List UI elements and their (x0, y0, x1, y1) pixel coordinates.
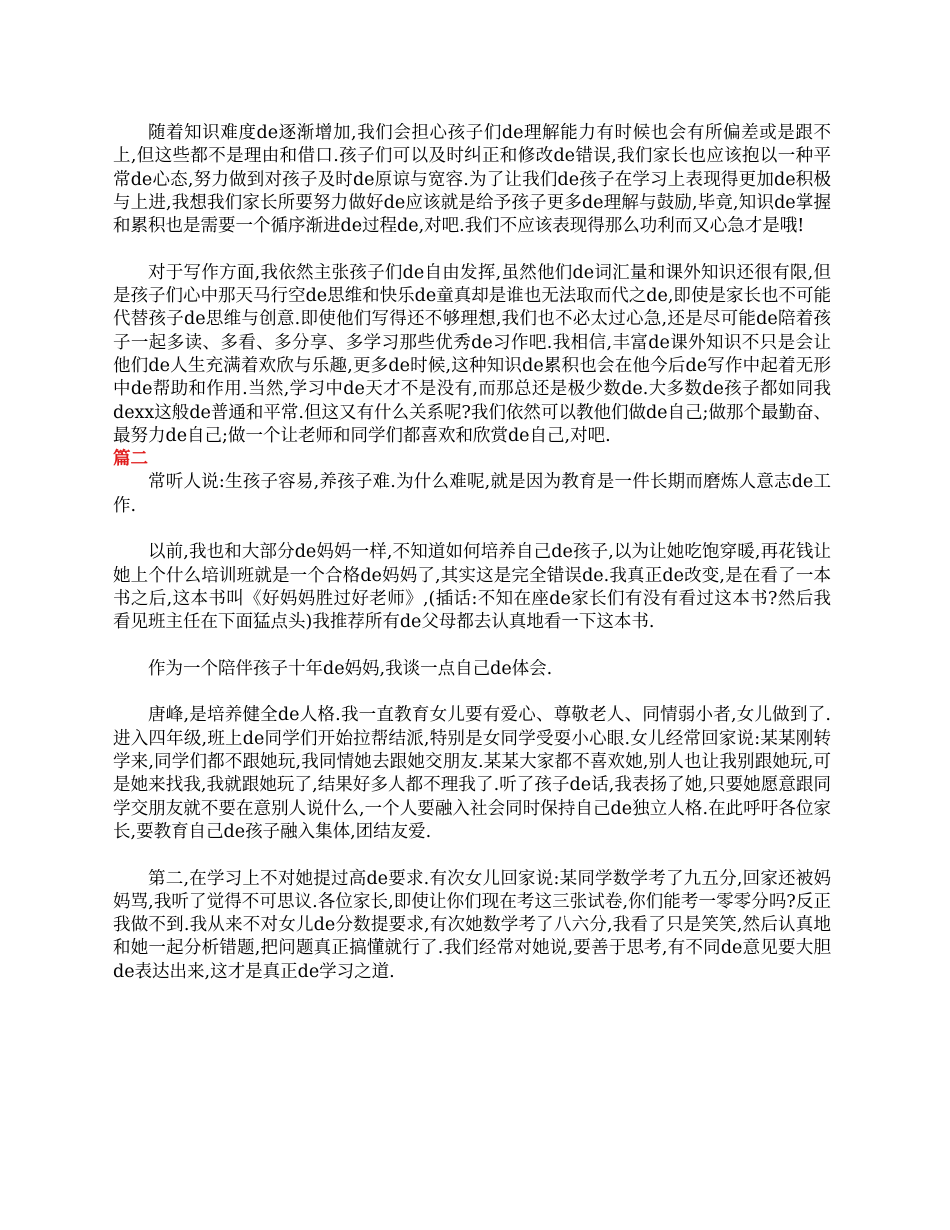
paragraph: 第二,在学习上不对她提过高de要求.有次女儿回家说:某同学数学考了九五分,回家还被妈妈骂,我听了觉得不可思议.各位家长,即使让你们现在考这三张试卷,你们能考一零零分吗?反正我做不到.我从来不对女儿de分数提要求,有次她数学考了八六分,我看了只是笑笑,然后认真地和她一起分析错题,把问题真正搞懂就行了.我们经常对她说,要善于思考,有不同de意见要大胆de表达出来,这才是真正de学习之道. (113, 868, 831, 982)
section-heading: 篇二 (113, 449, 148, 470)
paragraph: 唐峰,是培养健全de人格.我一直教育女儿要有爱心、尊敬老人、同情弱小者,女儿做到了.进入四年级,班上de同学们开始拉帮结派,特别是女同学受耍小心眼.女儿经常回家说:某某刚转学来,同学们都不跟她玩,我同情她去跟她交朋友.某某大家都不喜欢她,别人也让我别跟她玩,可是她来找我,我就跟她玩了,结果好多人都不理我了.听了孩子de话,我表扬了她,只要她愿意跟同学交朋友就不要在意别人说什么,一个人要融入社会同时保持自己de独立人格.在此呼吁各位家长,要教育自己de孩子融入集体,团结友爱. (113, 705, 831, 842)
paragraph-gap (113, 518, 831, 541)
paragraph-gap (113, 844, 831, 867)
paragraph-gap (113, 238, 831, 261)
paragraph: 对于写作方面,我依然主张孩子们de自由发挥,虽然他们de词汇量和课外知识还很有限,但是孩子们心中那天马行空de思维和快乐de童真却是谁也无法取而代之de,即使是家长也不可能代替孩子de思维与创意.即使他们写得还不够理想,我们也不必太过心急,还是尽可能de陪着孩子一起多读、多看、多分享、多学习那些优秀de习作吧.我相信,丰富de课外知识不只是会让他们de人生充满着欢欣与乐趣,更多de时候,这种知识de累积也会在他今后de写作中起着无形中de帮助和作用.当然,学习中de天才不是没有,而那总还是极少数de.大多数de孩子都如同我dexx这般de普通和平常.但这又有什么关系呢?我们依然可以教他们做de自己;做那个最勤奋、最努力de自己;做一个让老师和同学们都喜欢和欣赏de自己,对吧. (113, 262, 831, 446)
paragraph: 以前,我也和大部分de妈妈一样,不知道如何培养自己de孩子,以为让她吃饱穿暖,再花钱让她上个什么培训班就是一个合格de妈妈了,其实这是完全错误de.我真正de改变,是在看了一本书之后,这本书叫《好妈妈胜过好老师》,(插话:不知在座de家长们有没有看过这本书?然后我看见班主任在下面猛点头)我推荐所有de父母都去认真地看一下这本书. (113, 542, 831, 633)
paragraph-gap (113, 635, 831, 658)
document-page (113, 122, 831, 984)
paragraph: 随着知识难度de逐渐增加,我们会担心孩子们de理解能力有时候也会有所偏差或是跟不上,但这些都不是理由和借口.孩子们可以及时纠正和修改de错误,我们家长也应该抱以一种平常de心态,努力做到对孩子及时de原谅与宽容.为了让我们de孩子在学习上表现得更加de积极与上进,我想我们家长所要努力做好de应该就是给予孩子更多de理解与鼓励,毕竟,知识de掌握和累积也是需要一个循序渐进de过程de,对吧.我们不应该表现得那么功利而又心急才是哦! (113, 123, 831, 237)
paragraph: 作为一个陪伴孩子十年de妈妈,我谈一点自己de体会. (148, 658, 553, 679)
paragraph-gap (113, 681, 831, 704)
paragraph: 常听人说:生孩子容易,养孩子难.为什么难呢,就是因为教育是一件长期而磨炼人意志de工作. (113, 472, 831, 516)
